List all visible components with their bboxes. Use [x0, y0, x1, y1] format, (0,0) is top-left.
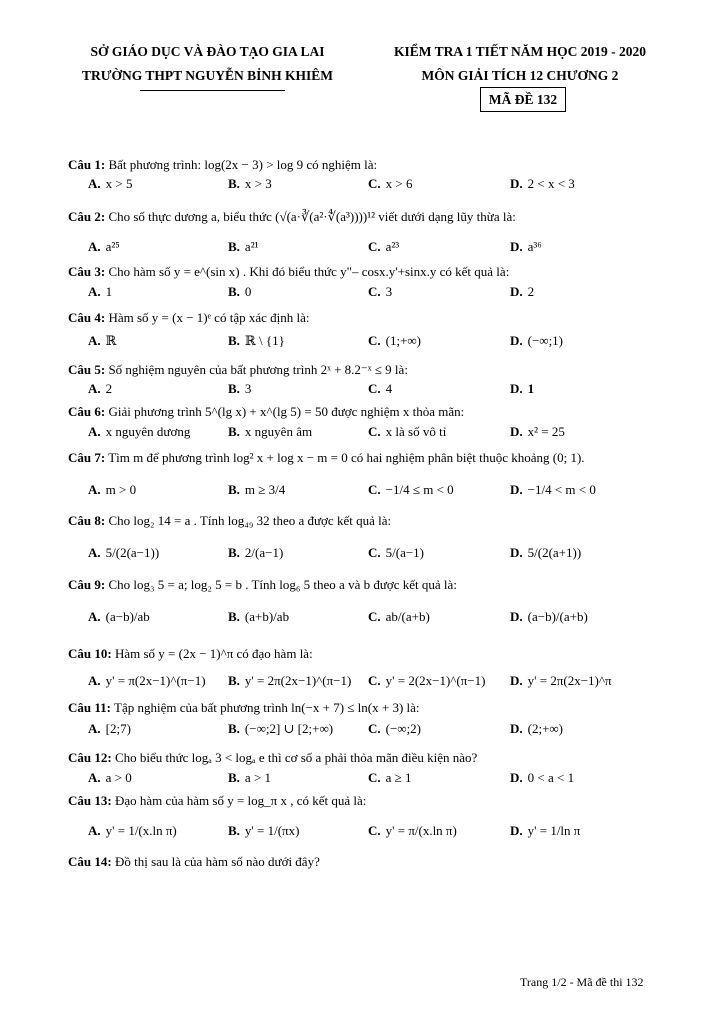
option-c[interactable]: C. y' = 2(2x−1)^(π−1)	[368, 673, 486, 688]
question-label: Câu 12:	[68, 750, 112, 765]
question-text: Đạo hàm của hàm số y = log_π x , có kết quả là:	[114, 793, 367, 808]
option-a[interactable]: A. ℝ	[88, 333, 117, 348]
question-label: Câu 7:	[68, 450, 106, 465]
school-header	[55, 40, 360, 88]
question-label: Câu 11:	[68, 700, 111, 715]
option-d[interactable]: D. y' = 1/ln π	[510, 823, 581, 838]
option-c[interactable]: C. y' = π/(x.ln π)	[368, 823, 457, 838]
option-b[interactable]: B. ℝ \ {1}	[228, 333, 285, 348]
school-name: TRƯỜNG THPT NGUYỄN BỈNH KHIÊM	[81, 68, 334, 83]
option-b[interactable]: B. a > 1	[228, 770, 272, 785]
option-d[interactable]: D. (2;+∞)	[510, 721, 564, 736]
question-label: Câu 13:	[68, 793, 112, 808]
option-d[interactable]: D. a³⁶	[510, 239, 542, 254]
question-text: Số nghiệm nguyên của bất phương trình 2ˣ + 8.2⁻ˣ ≤ 9 là:	[108, 362, 408, 377]
question-label: Câu 4:	[68, 310, 106, 325]
question-14	[68, 853, 688, 871]
question-1-options	[88, 174, 688, 194]
option-d[interactable]: D. 5/(2(a+1))	[510, 545, 582, 560]
question-6-options	[88, 422, 688, 442]
question-3-options	[88, 282, 688, 302]
question-text: Hàm số y = (x − 1)ᵉ có tập xác định là:	[108, 310, 310, 325]
question-5-options	[88, 379, 688, 399]
option-b[interactable]: B. m ≥ 3/4	[228, 482, 286, 497]
question-label: Câu 3:	[68, 264, 106, 279]
question-label: Câu 2:	[68, 209, 106, 224]
question-2-options	[88, 237, 688, 257]
question-text: Tập nghiệm của bất phương trình ln(−x + 7) ≤ ln(x + 3) là:	[114, 700, 420, 715]
option-b[interactable]: B. 3	[228, 381, 252, 396]
question-text: Cho hàm số y = e^(sin x) . Khi đó biểu thức y"– cosx.y'+sinx.y có kết quả là:	[108, 264, 510, 279]
option-d[interactable]: D. y' = 2π(2x−1)^π	[510, 673, 612, 688]
question-text: Cho log₂ 14 = a . Tính log₄₉ 32 theo a được kết quả là:	[108, 513, 392, 528]
option-b[interactable]: B. 2/(a−1)	[228, 545, 284, 560]
question-2	[68, 208, 688, 226]
question-label: Câu 10:	[68, 646, 112, 661]
question-4-options	[88, 331, 688, 351]
option-a[interactable]: A. x nguyên dương	[88, 424, 191, 439]
exam-subject: MÔN GIẢI TÍCH 12 CHƯƠNG 2	[421, 68, 619, 83]
option-d[interactable]: D. −1/4 < m < 0	[510, 482, 596, 497]
option-c[interactable]: C. x là số vô tỉ	[368, 424, 447, 439]
option-d[interactable]: D. 0 < a < 1	[510, 770, 575, 785]
option-a[interactable]: A. a²⁵	[88, 239, 120, 254]
option-a[interactable]: A. 5/(2(a−1))	[88, 545, 160, 560]
exam-code-box: MÃ ĐỀ 132	[480, 87, 566, 112]
exam-header	[370, 40, 670, 88]
option-d[interactable]: D. (a−b)/(a+b)	[510, 609, 588, 624]
question-text: Cho biểu thức logₐ 3 < logₐ e thì cơ số a phải thỏa mãn điều kiện nào?	[114, 750, 478, 765]
option-c[interactable]: C. 5/(a−1)	[368, 545, 425, 560]
option-d[interactable]: D. 2 < x < 3	[510, 176, 575, 191]
option-c[interactable]: C. ab/(a+b)	[368, 609, 430, 624]
question-8	[68, 512, 688, 530]
question-text: Hàm số y = (2x − 1)^π có đạo hàm là:	[114, 646, 313, 661]
question-10	[68, 645, 688, 663]
option-a[interactable]: A. 1	[88, 284, 113, 299]
question-10-options	[88, 671, 688, 691]
option-c[interactable]: C. (1;+∞)	[368, 333, 422, 348]
question-1	[68, 156, 688, 174]
option-c[interactable]: C. (−∞;2)	[368, 721, 422, 736]
question-label: Câu 8:	[68, 513, 106, 528]
option-a[interactable]: A. m > 0	[88, 482, 137, 497]
option-d[interactable]: D. x² = 25	[510, 424, 565, 439]
option-a[interactable]: A. 2	[88, 381, 113, 396]
question-3	[68, 263, 688, 281]
option-a[interactable]: A. y' = π(2x−1)^(π−1)	[88, 673, 206, 688]
question-13-options	[88, 821, 688, 841]
question-7	[68, 449, 688, 467]
question-4	[68, 309, 688, 327]
option-a[interactable]: A. [2;7)	[88, 721, 131, 736]
question-text: Cho log₃ 5 = a; log₂ 5 = b . Tính log₆ 5 theo a và b được kết quả là:	[108, 577, 457, 592]
option-b[interactable]: B. y' = 2π(2x−1)^(π−1)	[228, 673, 352, 688]
question-8-options	[88, 543, 688, 563]
question-11	[68, 699, 688, 717]
question-text: Tìm m để phương trình log² x + log x − m = 0 có hai nghiệm phân biệt thuộc khoảng (0; 1).	[108, 450, 585, 465]
option-a[interactable]: A. a > 0	[88, 770, 132, 785]
option-a[interactable]: A. y' = 1/(x.ln π)	[88, 823, 177, 838]
option-b[interactable]: B. y' = 1/(πx)	[228, 823, 300, 838]
question-label: Câu 14:	[68, 854, 112, 869]
department-name: SỞ GIÁO DỤC VÀ ĐÀO TẠO GIA LAI	[90, 44, 325, 59]
page-footer: Trang 1/2 - Mã đề thi 132	[520, 975, 644, 989]
question-text: Cho số thực dương a, biểu thức (√(a·∛(a²·∜(a³))))¹² viết dưới dạng lũy thừa là:	[108, 209, 516, 224]
question-13	[68, 792, 688, 810]
option-c[interactable]: C. x > 6	[368, 176, 413, 191]
question-11-options	[88, 719, 688, 739]
question-12	[68, 749, 688, 767]
question-12-options	[88, 768, 688, 788]
option-a[interactable]: A. (a−b)/ab	[88, 609, 150, 624]
question-text: Bất phương trình: log(2x − 3) > log 9 có nghiệm là:	[108, 157, 378, 172]
question-text: Đồ thị sau là của hàm số nào dưới đây?	[114, 854, 320, 869]
question-label: Câu 5:	[68, 362, 106, 377]
question-label: Câu 6:	[68, 404, 106, 419]
option-d[interactable]: D. (−∞;1)	[510, 333, 564, 348]
option-b[interactable]: B. (a+b)/ab	[228, 609, 290, 624]
question-text: Giải phương trình 5^(lg x) + x^(lg 5) = 50 được nghiệm x thỏa mãn:	[108, 404, 465, 419]
option-c[interactable]: C. 4	[368, 381, 393, 396]
option-b[interactable]: B. x nguyên âm	[228, 424, 313, 439]
option-c[interactable]: C. −1/4 ≤ m < 0	[368, 482, 454, 497]
option-d[interactable]: D. 2	[510, 284, 535, 299]
exam-title: KIỂM TRA 1 TIẾT NĂM HỌC 2019 - 2020	[393, 44, 647, 59]
option-b[interactable]: B. (−∞;2] ∪ [2;+∞)	[228, 721, 334, 736]
option-c[interactable]: C. a ≥ 1	[368, 770, 412, 785]
question-label: Câu 9:	[68, 577, 106, 592]
question-9	[68, 576, 688, 594]
question-9-options	[88, 607, 688, 627]
question-6	[68, 403, 688, 421]
option-b[interactable]: B. 0	[228, 284, 252, 299]
option-d[interactable]: D. 1	[510, 381, 535, 396]
option-b[interactable]: B. x > 3	[228, 176, 272, 191]
question-7-options	[88, 480, 688, 500]
header-divider	[140, 90, 285, 91]
question-5	[68, 361, 688, 379]
option-b[interactable]: B. a²¹	[228, 239, 259, 254]
option-c[interactable]: C. a²³	[368, 239, 400, 254]
option-a[interactable]: A. x > 5	[88, 176, 133, 191]
option-c[interactable]: C. 3	[368, 284, 393, 299]
question-label: Câu 1:	[68, 157, 106, 172]
